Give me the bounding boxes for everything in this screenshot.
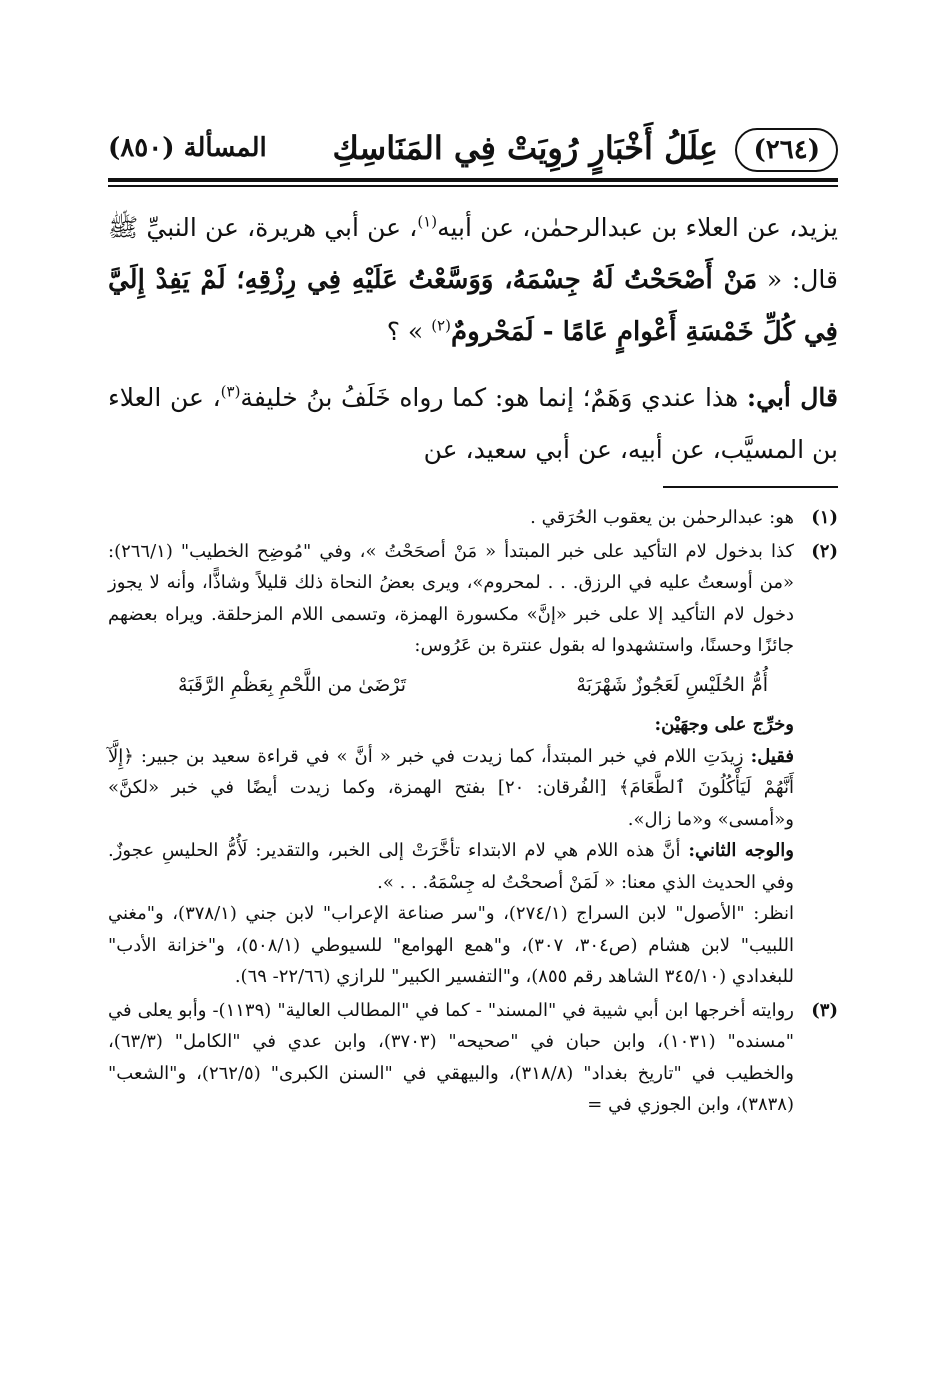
main-text-run: هذا عندي وَهَمٌ؛ إنما هو: كما رواه خَلَفُ بنُ خليفة [240, 383, 747, 412]
footnote-ref-2: (٢) [431, 316, 451, 335]
footnote-number: (١) [811, 507, 838, 528]
footnote-number: (٣) [811, 999, 838, 1021]
header-rule-thin [108, 185, 838, 187]
footnote-text: روايته أخرجها ابن أبي شيبة في "المسند" - كما في "المطالب العالية" (١١٣٩)- وأبو يعلى في "مسنده" (١٠٣١)، وابن حبان في "صحيحه" (٣٧٠٣)، وابن عدي في "الكامل" (٦٣/٣)، والخطيب في "تاريخ بغداد" (٣١٨/٨)، والبيهقي في "السنن الكبرى" (٢٦٢/٥)، و"الشعب" (٣٨٣٨)، وابن الجوزي في = [108, 999, 795, 1115]
footnote-ref-1: (١) [417, 212, 438, 231]
footnote-lead: فقيل: [750, 745, 794, 767]
verse-first-hemistich: أُمُّ الحُلَيْسِ لَعَجُوزٌ شَهْرَبَهْ [576, 673, 768, 696]
page-number: (٢٦٤) [735, 128, 838, 172]
footnote-ref-3: (٣) [220, 382, 241, 401]
footnote-run: زِيدَتِ اللام في خبر المبتدأ، كما زيدت في خبر « أنَّ » في قراءة سعيد بن جبير: ﴿إِلَّآ أَنَّهُمْ لَيَأْكُلُونَ ٱلطَّعَامَ﴾ [الفُرقان: ٢٠] بفتح الهمزة، وكما زيدت أيضًا في خبر «لكنَّ» و«أمسى» و«ما زال». [108, 745, 794, 830]
main-text-run: ، عن أبي هريرة، عن النبيِّ ﷺ قال: « [108, 213, 839, 294]
main-text-run: » ؟ [386, 317, 432, 346]
footnote-text: وخرِّج على وجهَيْن: [654, 714, 794, 735]
footnotes [108, 502, 838, 1123]
poetry-verse [108, 662, 794, 710]
verse-second-hemistich: تَرْضَىٰ من اللَّحْمِ بِعَظْمِ الرَّقَبَهْ [178, 673, 407, 696]
page-header [108, 120, 838, 182]
footnote-number: (٢) [811, 540, 838, 562]
footnote-text: هو: عبدالرحمٰن بن يعقوب الحُرَقي . [530, 507, 794, 528]
main-paragraph-2 [108, 372, 838, 476]
footnote-2 [108, 536, 838, 993]
footnote-1 [108, 502, 838, 534]
footnote-lead: والوجه الثاني: [688, 840, 794, 861]
header-rule-thick [108, 178, 838, 182]
hadith-quote: مَنْ أَصْحَحْتُ لَهُ جِسْمَهُ، وَوَسَّعْتُ عَلَيْهِ فِي رِزْقِهِ؛ لَمْ يَفِدْ إِلَيَّ فِي كُلِّ خَمْسَةِ أَعْوامٍ عَامًا - لَمَحْرومٌ [108, 265, 838, 347]
footnote-separator [663, 486, 838, 488]
footnote-text [108, 835, 794, 898]
main-text [108, 202, 838, 490]
main-text-run: يزيد، عن العلاء بن عبدالرحمٰن، عن أبيه [437, 213, 838, 242]
footnote-run: أنَّ هذه اللام هي لام الابتداء تأخَّرَتْ إلى الخبر، والتقدير: لَأُمُّ الحليسِ عجوزٌ. وفي الحديث الذي معنا: « لَمَنْ أصححْتُ له جِسْمَهُ. . . ». [108, 840, 794, 893]
footnote-3 [108, 995, 838, 1121]
footnote-text [108, 741, 794, 836]
book-page [108, 120, 839, 1115]
issue-label: المسألة (٨٥٠) [108, 133, 267, 163]
footnote-text: كذا بدخول لام التأكيد على خبر المبتدأ « مَنْ أصحَحْتُ »، وفي "مُوضِح الخطيب" (٢٦٦/١): «من أوسعتُ عليه في الرزق. . . لمحروم»، ويرى بعضُ النحاة ذلك قليلاً وشاذًّا، وأنه لا يجوز دخول لام التأكيد إلا على خبر «إنَّ» مكسورة الهمزة، وتسمى اللام المزحلقة. ويراه بعضهم جائزًا وحسنًا، واستشهدوا له بقول عنترة بن عَرُوس: [108, 540, 794, 656]
speaker-label: قال أبي: [746, 383, 838, 412]
main-paragraph-1 [108, 202, 838, 358]
footnote-text: انظر: "الأصول" لابن السراج (٢٧٤/١)، و"سر صناعة الإعراب" لابن جني (٣٧٨/١)، و"مغني اللبيب" لابن هشام (ص٣٠٤، ٣٠٧)، و"همع الهوامع" للسيوطي (٥٠٨/١)، و"خزانة الأدب" للبغدادي (٣٤٥/١٠ الشاهد رقم ٨٥٥)، و"التفسير الكبير" للرازي (٢٢/٦٦- ٦٩). [108, 903, 794, 987]
main-text-run: ، عن العلاء بن المسيَّب، عن أبيه، عن أبي سعيد، عن [108, 383, 838, 464]
book-title: عِلَلُ أَخْبَارٍ رُوِيَتْ فِي المَنَاسِكِ [332, 129, 718, 167]
